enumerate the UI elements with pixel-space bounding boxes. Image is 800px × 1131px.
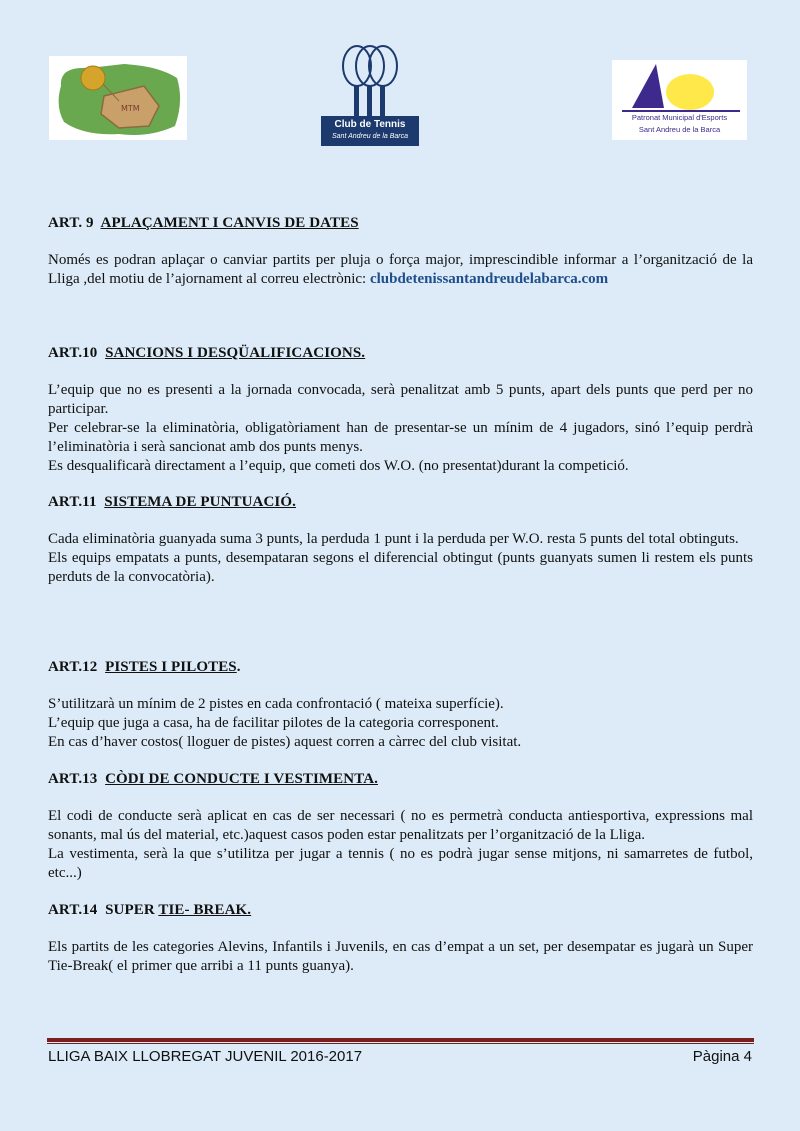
article-title: CÒDI DE CONDUCTE I VESTIMENTA. bbox=[105, 771, 378, 787]
article-title: PISTES I PILOTES bbox=[105, 659, 237, 675]
article-heading: ART.11 SISTEMA DE PUNTUACIÓ. bbox=[48, 494, 296, 510]
ball-and-map-icon bbox=[49, 56, 187, 140]
article-12 bbox=[48, 659, 753, 752]
email-link[interactable]: clubdetenissantandreudelabarca.com bbox=[369, 271, 609, 287]
footer-title: LLIGA BAIX LLOBREGAT JUVENIL 2016-2017 bbox=[48, 1048, 363, 1065]
article-heading: ART. 9 APLAÇAMENT I CANVIS DE DATES bbox=[48, 215, 359, 231]
footer-divider-thin bbox=[47, 1043, 754, 1044]
article-paragraph: Els partits de les categories Alevins, Infantils i Juvenils, en cas d’empat a un set, per desempatar es jugarà un Super Tie-Break( el primer que arribi a 11 punts guanya). bbox=[48, 939, 753, 974]
article-heading: ART.10 SANCIONS I DESQÜALIFICACIONS. bbox=[48, 345, 366, 361]
article-paragraph: Es desqualificarà directament a l’equip, que cometi dos W.O. (no presentat)durant la competició. bbox=[48, 458, 629, 474]
club-tennis-logo bbox=[321, 44, 419, 146]
page-number: Pàgina 4 bbox=[692, 1048, 752, 1065]
article-9 bbox=[48, 215, 753, 289]
article-paragraph: La vestimenta, serà la que s’utilitza per jugar a tennis ( no es podrà jugar sense mitjons, ni samarretes de futbol, etc...) bbox=[48, 846, 753, 881]
article-paragraph: En cas d’haver costos( lloguer de pistes) aquest corren a càrrec del club visitat. bbox=[48, 734, 522, 750]
patronat-town: Sant Andreu de la Barca bbox=[638, 125, 721, 134]
article-title: APLAÇAMENT I CANVIS DE DATES bbox=[100, 215, 359, 231]
article-heading: ART.13 CÒDI DE CONDUCTE I VESTIMENTA. bbox=[48, 771, 378, 787]
article-paragraph: L’equip que juga a casa, ha de facilitar pilotes de la categoria corresponent. bbox=[48, 715, 499, 731]
article-paragraph: Els equips empatats a punts, desempataran segons el diferencial obtingut (punts guanyats sumen li restem els punts perduts de la convocatòria). bbox=[48, 550, 753, 585]
article-13 bbox=[48, 771, 753, 883]
patronat-name: Patronat Municipal d'Esports bbox=[631, 113, 728, 122]
league-logo bbox=[49, 56, 187, 140]
article-heading: ART.12 PISTES I PILOTES. bbox=[48, 659, 241, 675]
article-paragraph: S’utilitzarà un mínim de 2 pistes en cada confrontació ( mateixa superfície). bbox=[48, 696, 504, 712]
article-10 bbox=[48, 345, 753, 476]
footer-divider bbox=[47, 1038, 754, 1042]
club-town: Sant Andreu de la Barca bbox=[331, 133, 408, 140]
article-paragraph: Cada eliminatòria guanyada suma 3 punts, la perduda 1 punt i la perduda per W.O. resta 5 punts del total obtinguts. bbox=[48, 531, 739, 547]
tennis-rackets-icon bbox=[321, 44, 419, 146]
article-title: SISTEMA DE PUNTUACIÓ. bbox=[104, 494, 296, 510]
article-heading: ART.14 SUPER TIE- BREAK. bbox=[48, 902, 252, 918]
article-paragraph: El codi de conducte serà aplicat en cas de ser necessari ( no es permetrà conducta antiesportiva, expressions mal sonants, mal ús del material, etc.)aquest casos poden estar penalitzats per l’organització de la Lliga. bbox=[48, 808, 753, 843]
article-paragraph: Només es podran aplaçar o canviar partits per pluja o força major, imprescindible informar a l’organització de la Lliga ,del motiu de l’ajornament al correu electrònic: clubdetenissantandreudelabarca.com bbox=[48, 252, 753, 287]
article-title: TIE- BREAK. bbox=[158, 902, 252, 918]
article-14 bbox=[48, 902, 753, 976]
article-paragraph: L’equip que no es presenti a la jornada convocada, serà penalitzat amb 5 punts, apart dels punts que perd per no participar. bbox=[48, 382, 753, 417]
article-11 bbox=[48, 494, 753, 587]
patronat-logo bbox=[612, 60, 747, 140]
article-title: SANCIONS I DESQÜALIFICACIONS. bbox=[105, 345, 366, 361]
svg-text:MTM: MTM bbox=[121, 104, 140, 113]
article-paragraph: Per celebrar-se la eliminatòria, obligatòriament han de presentar-se un mínim de 4 jugadors, sinó l’equip perdrà l’eliminatòria i serà sancionat amb dos punts menys. bbox=[48, 420, 753, 455]
club-name: Club de Tennis bbox=[334, 119, 406, 130]
